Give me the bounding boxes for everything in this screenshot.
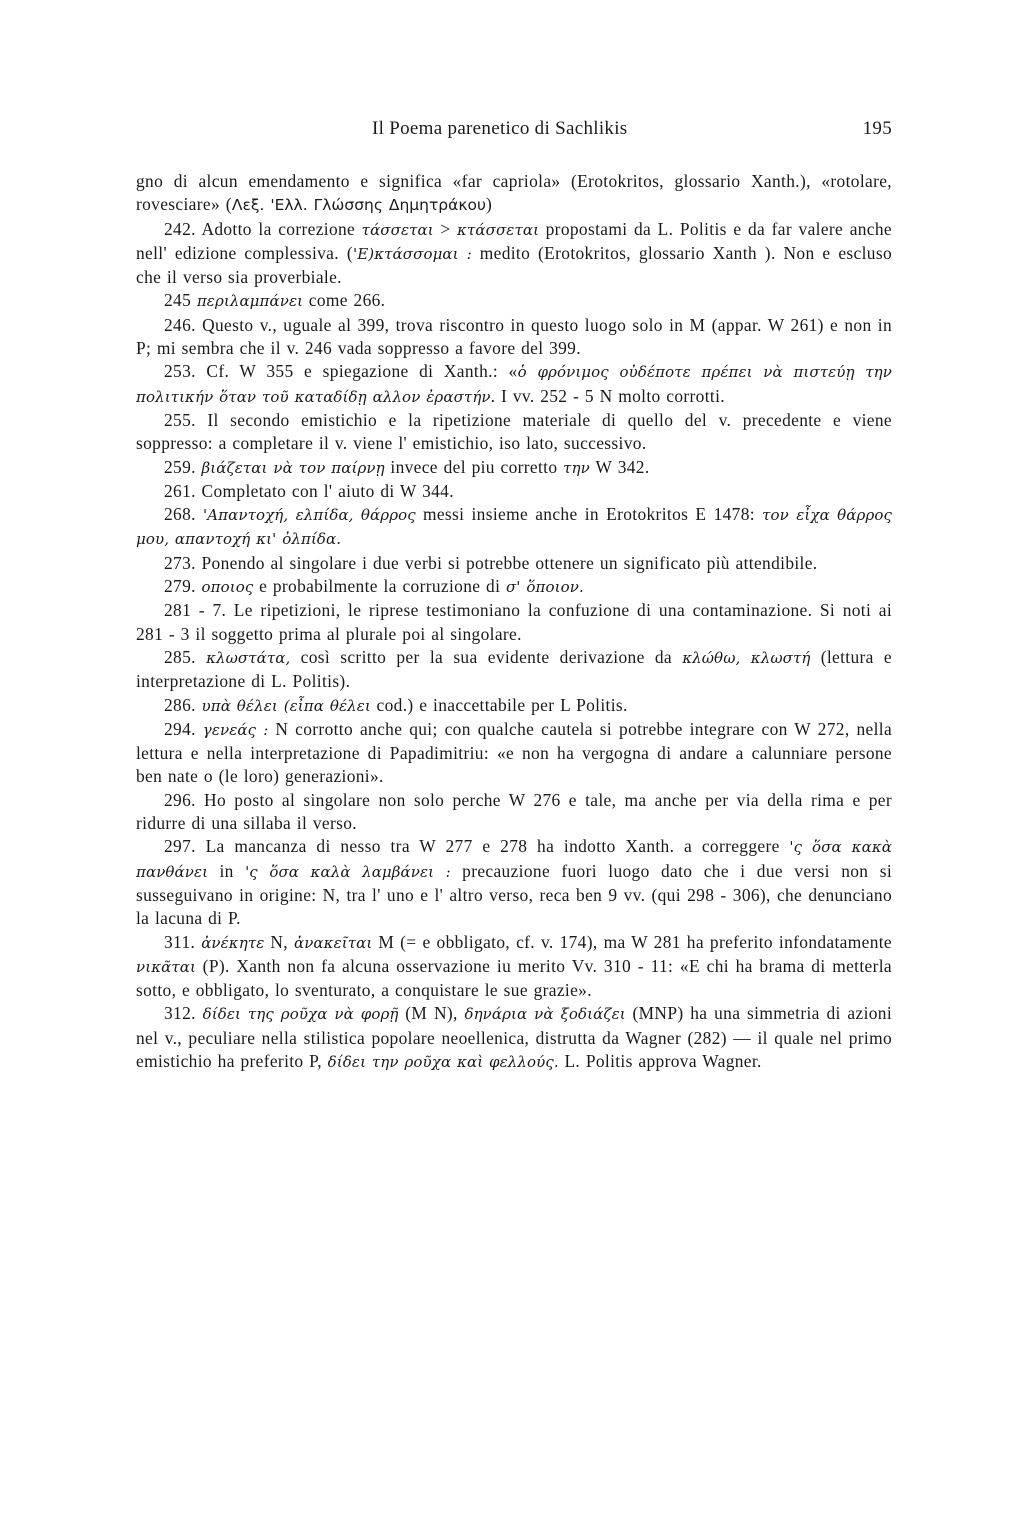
greek-quotation: τον εἶχα θάρρος μου, απαντοχή κι' ὀλπίδα. [136,506,892,549]
note-273: 273. Ponendo al singolare i due verbi si potrebbe ottenere un significato più attendibile. [164,552,818,573]
greek-reference: Λεξ. 'Ελλ. Γλώσσης Δημητράκου [231,196,486,215]
greek-term: περιλαμπάνει [196,292,304,311]
greek-term: τάσσεται [361,220,434,239]
continuation-paragraph: gno di alcun emendamento e significa «far capriola» (Erotokritos, glossario Xanth.), «rotolare, rovesciare» (Λεξ. 'Ελλ. Γλώσσης Δημητράκου) [136,171,892,215]
note-281: 281 - 7. Le ripetizioni, le riprese testimoniano la confuzione di una contaminazione. Si noti ai 281 - 3 il soggetto prima al plurale poi al singolare. [136,600,892,644]
greek-term: σ' ὅποιον. [505,578,584,597]
commentary-body [136,170,892,1074]
note-261: 261. Completato con l' aiuto di W 344. [164,480,454,501]
running-header [136,118,892,148]
note-242: 242. Adotto la correzione τάσσεται > κτάσσεται propostami da L. Politis e da far valere anche nell' edizione complessiva. ('Ε)κτάσσομαι : medito (Erotokritos, glossario Xanth ). Non e escluso che il verso sia proverbiale. [136,218,893,288]
note-311: 311. ἀνέκητε N, ἀνακεῖται M (= e obbligato, cf. v. 174), ma W 281 ha preferito infondatamente νικᾶται (P). Xanth non fa alcuna osservazione iu merito Vv. 310 - 11: «E chi ha brama di metterla sotto, e obbligato, lo sventurato, a conquistare le sue grazie». [136,931,892,1001]
note-285: 285. κλωστάτα, così scritto per la sua evidente derivazione da κλώθω, κλωστή (lettura e interpretazione di L. Politis). [136,646,892,692]
running-title: Il Poema parenetico di Sachlikis [372,118,628,139]
greek-term: 'ς ὅσα καλὰ λαμβάνει : [245,862,451,881]
note-255: 255. Il secondo emistichio e la ripetizione materiale di quello del v. precedente e viene soppresso: a completare il v. viene l' emistichio, iso lato, successivo. [136,409,892,454]
note-294: 294. γενεάς : N corrotto anche qui; con qualche cautela si potrebbe integrare con W 272, nella lettura e nella interpretazione di Papadimitriu: «e non ha vergogna di andare a calunniare persone ben nate o (le loro) generazioni». [136,718,893,787]
greek-term: νικᾶται [136,957,196,976]
greek-term: ἀνακεῖται [293,933,373,952]
greek-term: κλώθω, κλωστή [682,648,811,667]
note-268: 268. 'Απαντοχή, ελπίδα, θάρρος messi insieme anche in Erotokritos E 1478: τον εἶχα θάρρος μου, απαντοχή κι' ὀλπίδα. [136,504,892,549]
greek-term: 'ς ὅσα κακὰ πανθάνει [136,838,892,881]
note-296: 296. Ho posto al singolare non solo perche W 276 e tale, ma anche per via della rima e per ridurre di una sillaba il verso. [136,789,892,834]
greek-term: κτάσσεται [457,220,540,239]
greek-term: την [563,458,590,477]
greek-term: κλωστάτα, [206,648,291,667]
greek-term: 'Απαντοχή, ελπίδα, θάρρος [203,506,416,525]
greek-term: δίδει της ροῦχα νὰ φορῇ [202,1005,399,1024]
note-297: 297. La mancanza di nesso tra W 277 e 278 ha indotto Xanth. a correggere 'ς ὅσα κακὰ πανθάνει in 'ς ὅσα καλὰ λαμβάνει : precauzione fuori luogo dato che i due versi non si susseguivano in origine: N, tra l' uno e l' altro verso, reca ben 9 vv. (qui 298 - 306), che denunciano la lacuna di P. [136,836,893,929]
greek-term: δηνάρια νὰ ξοδιάζει [464,1005,626,1024]
greek-term: βιάζεται νὰ τον παίρνῃ [201,458,385,477]
note-253: 253. Cf. W 355 e spiegazione di Xanth.: «ὁ φρόνιμος οὐδέποτε πρέπει νὰ πιστεύῃ την πολιτικήν ὅταν τοῦ καταδίδῃ αλλον ἐραστήν. I vv. 252 - 5 N molto corrotti. [136,361,892,406]
note-246: 246. Questo v., uguale al 399, trova riscontro in questo luogo solo in M (appar. W 261) e non in P; mi sembra che il v. 246 vada soppresso a favore del 399. [136,314,892,359]
greek-term: οποιος [201,578,254,597]
greek-term: ἀνέκητε [201,933,265,952]
greek-term: γενεάς : [202,720,269,739]
note-286: 286. υπὰ θέλει (εἶπα θέλει cod.) e inaccettabile per L Politis. [164,694,628,715]
note-245: 245 περιλαμπάνει come 266. [164,290,386,311]
greek-term: 'Ε)κτάσσομαι : [352,244,472,263]
note-312: 312. δίδει της ροῦχα νὰ φορῇ (M N), δηνάρια νὰ ξοδιάζει (MNP) ha una simmetria di azioni nel v., peculiare nella stilistica popolare neoellenica, distrutta da Wagner (282) — il quale nel primo emistichio ha preferito P, δίδει την ροῦχα καὶ φελλούς. L. Politis approva Wagner. [136,1003,893,1071]
greek-term: υπὰ θέλει (εἶπα θέλει [201,696,371,715]
greek-quotation: ὁ φρόνιμος οὐδέποτε πρέπει νὰ πιστεύῃ την πολιτικήν ὅταν τοῦ καταδίδῃ αλλον ἐραστήν [136,363,892,406]
page-number: 195 [862,118,892,139]
greek-term: δίδει την ροῦχα καὶ φελλούς. [327,1052,559,1071]
note-259: 259. βιάζεται νὰ τον παίρνῃ invece del piu corretto την W 342. [164,456,650,477]
note-279: 279. οποιος e probabilmente la corruzione di σ' ὅποιον. [164,576,584,597]
